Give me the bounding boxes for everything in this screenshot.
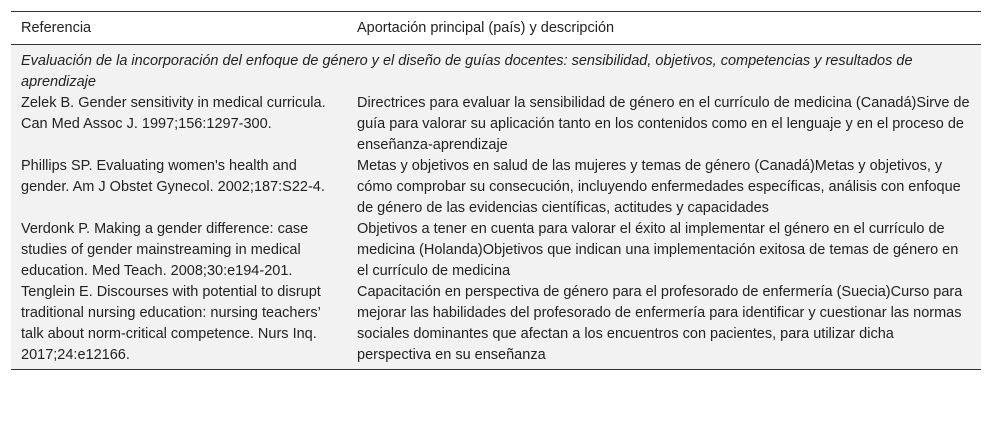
contribution-cell: Capacitación en perspectiva de género para el profesorado de enfermería (Suecia)Curso para mejorar las habilidades del profesorado de enfermería para identificar y cuestionar las normas sociales dominantes que afectan a los encuentros con pacientes, para utilizar dicha perspectiva en su enseñanza — [347, 282, 981, 370]
section-row — [11, 45, 981, 94]
reference-cell: Verdonk P. Making a gender difference: case studies of gender mainstreaming in medical education. Med Teach. 2008;30:e194-201. — [21, 221, 309, 279]
references-table — [11, 11, 981, 370]
header-reference: Referencia — [11, 12, 347, 45]
contribution-cell: Directrices para evaluar la sensibilidad de género en el currículo de medicina (Canadá)Sirve de guía para valorar su aplicación tanto en los contenidos como en el lenguaje y en el proceso de enseñanza-aprendizaje — [357, 95, 970, 153]
table-row — [11, 156, 981, 219]
reference-cell: Tenglein E. Discourses with potential to disrupt traditional nursing education: nursing teachers’ talk about norm-critical competence. Nurs Inq. 2017;24:e12166. — [11, 282, 347, 370]
header-row — [11, 12, 981, 45]
reference-cell: Zelek B. Gender sensitivity in medical curricula. Can Med Assoc J. 1997;156:1297-300. — [21, 95, 326, 132]
references-table-container — [11, 11, 981, 370]
reference-cell: Phillips SP. Evaluating women's health and gender. Am J Obstet Gynecol. 2002;187:S22-4. — [21, 158, 325, 195]
contribution-cell: Metas y objetivos en salud de las mujeres y temas de género (Canadá)Metas y objetivos, y cómo comprobar su consecución, incluyendo enfermedades específicas, análisis con enfoque de género de las evidencias científicas, actitudes y capacidades — [357, 158, 961, 216]
section-title: Evaluación de la incorporación del enfoque de género y el diseño de guías docentes: sensibilidad, objetivos, competencias y resultados de aprendizaje — [21, 53, 913, 90]
table-header — [11, 12, 981, 45]
table-row — [11, 219, 981, 282]
table-body — [11, 45, 981, 370]
contribution-cell: Objetivos a tener en cuenta para valorar el éxito al implementar el género en el currículo de medicina (Holanda)Objetivos que indican una implementación exitosa de temas de género en el currículo de medicina — [357, 221, 959, 279]
table-row — [11, 93, 981, 156]
table-row — [11, 282, 981, 370]
header-contribution: Aportación principal (país) y descripción — [347, 12, 981, 45]
